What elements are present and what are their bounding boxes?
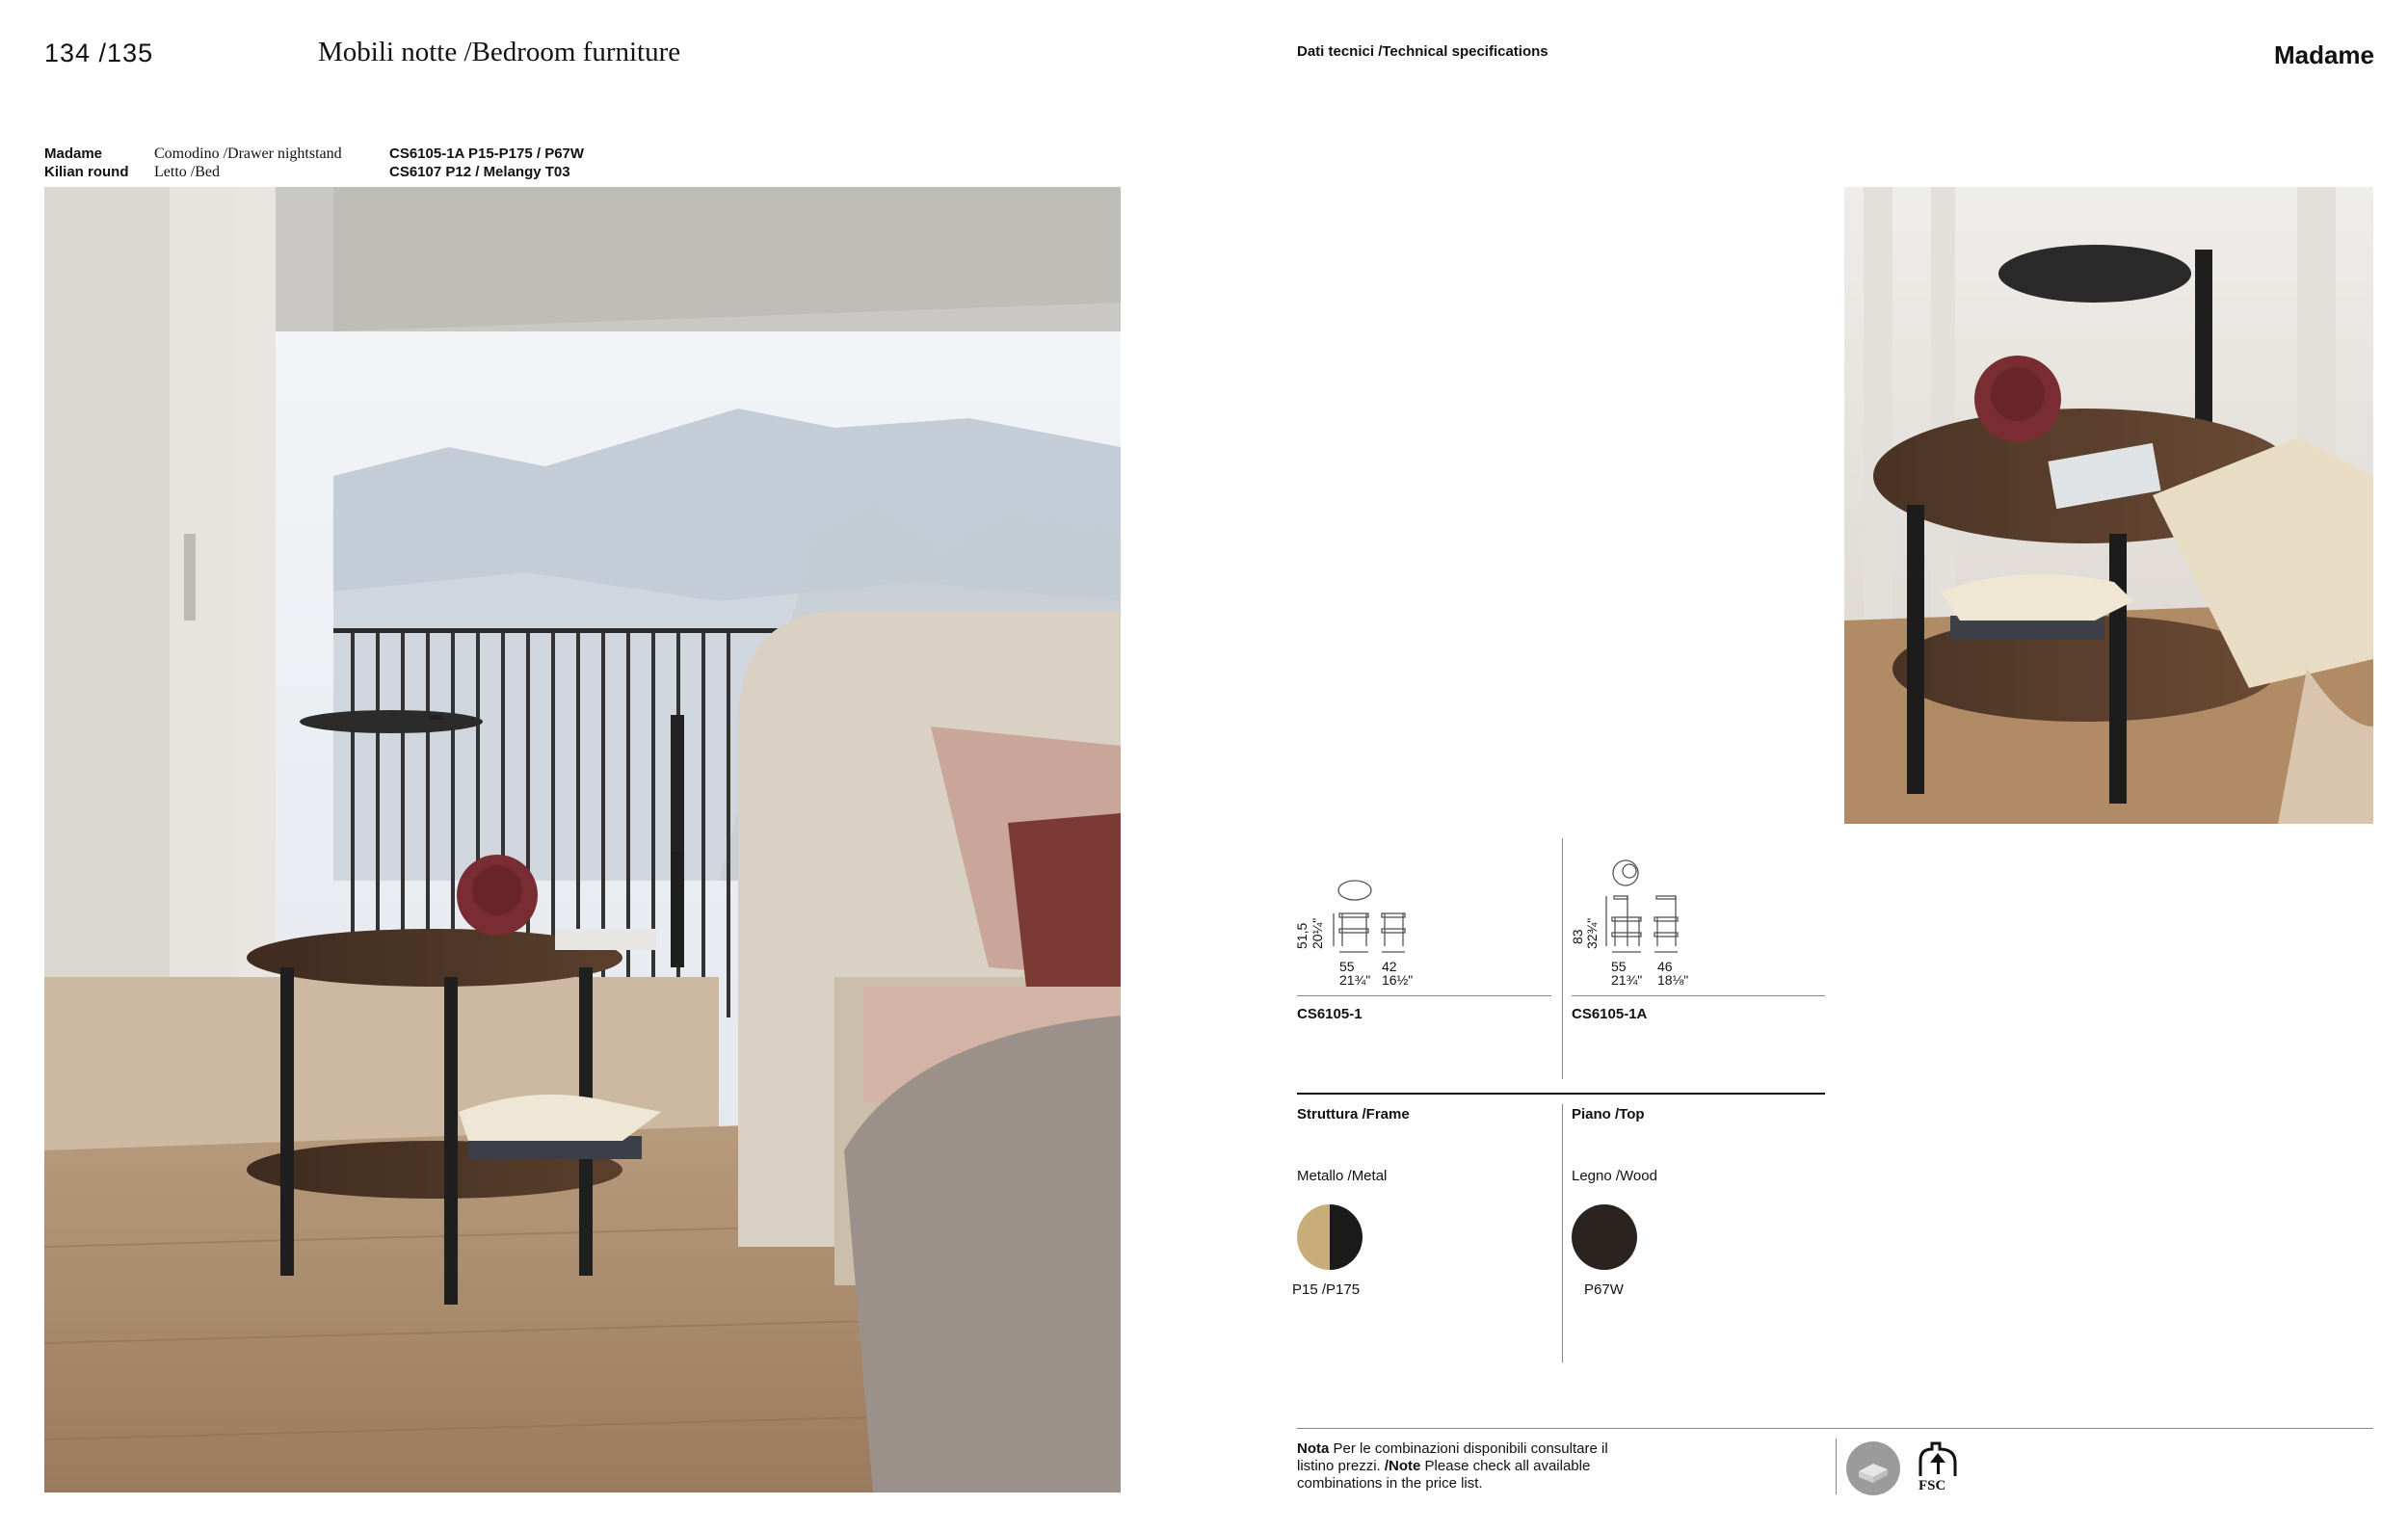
frame-heading: Struttura /Frame — [1297, 1106, 1410, 1123]
credit-code: CS6105-1A P15-P175 / P67W — [389, 145, 585, 162]
cert-divider — [1836, 1439, 1837, 1494]
section-title: Mobili notte /Bedroom furniture — [318, 37, 681, 67]
depth-label-2: 46 18⅛" — [1657, 959, 1689, 988]
height-label-in-1: 20¼" — [1310, 917, 1325, 949]
specs-title: Dati tecnici /Technical specifications — [1297, 43, 1548, 60]
frame-swatch — [1297, 1204, 1363, 1270]
packaging-icon — [1845, 1440, 1901, 1496]
nightstand-photo — [1844, 187, 2373, 824]
bedroom-photo — [44, 187, 1121, 1492]
width-label-2: 55 21¾" — [1611, 959, 1643, 988]
credit-codes — [389, 145, 584, 181]
credit-product: Madame — [44, 145, 103, 162]
depth-label-1: 42 16½" — [1382, 959, 1414, 988]
materials-divider — [1562, 1104, 1563, 1362]
divider-model-1 — [1297, 995, 1551, 996]
note — [1297, 1440, 1615, 1492]
note-label-it: Nota — [1297, 1440, 1330, 1457]
page-numbers: 134 /135 — [44, 39, 154, 67]
credit-types — [154, 145, 342, 181]
fsc-tree-icon — [1911, 1440, 1965, 1499]
credit-code: CS6107 P12 / Melangy T03 — [389, 164, 570, 180]
note-label-en: /Note — [1384, 1458, 1421, 1474]
height-label-2: 83 — [1570, 929, 1585, 944]
top-swatch — [1572, 1204, 1637, 1270]
divider-model-2 — [1572, 995, 1825, 996]
width-label-1: 55 21¾" — [1339, 959, 1371, 988]
credit-type: Comodino /Drawer nightstand — [154, 145, 342, 162]
top-code: P67W — [1584, 1281, 1624, 1298]
fsc-label: FSC — [1918, 1478, 1946, 1493]
model-drawing-cs6105-1a — [1572, 858, 1813, 983]
frame-material: Metallo /Metal — [1297, 1168, 1388, 1184]
frame-code: P15 /P175 — [1292, 1281, 1361, 1298]
model-code-1: CS6105-1 — [1297, 1006, 1363, 1022]
divider-vertical — [1562, 838, 1563, 1079]
model-drawing-cs6105-1 — [1294, 877, 1538, 983]
top-heading: Piano /Top — [1572, 1106, 1645, 1123]
note-text-en: Please check all available combinations in the price list. — [1297, 1458, 1591, 1492]
height-label-1: 51,5 — [1294, 922, 1310, 949]
height-label-in-2: 32¾" — [1584, 917, 1600, 949]
note-rule — [1297, 1428, 2373, 1429]
materials-rule — [1297, 1093, 1825, 1095]
credit-product: Kilian round — [44, 164, 129, 180]
credit-products — [44, 145, 129, 181]
model-code-2: CS6105-1A — [1572, 1006, 1648, 1022]
credit-type: Letto /Bed — [154, 164, 220, 180]
note-text-it: Per le combinazioni disponibili consultare il listino prezzi. — [1297, 1440, 1608, 1474]
top-material: Legno /Wood — [1572, 1168, 1657, 1184]
brand-name: Madame — [2273, 40, 2374, 69]
